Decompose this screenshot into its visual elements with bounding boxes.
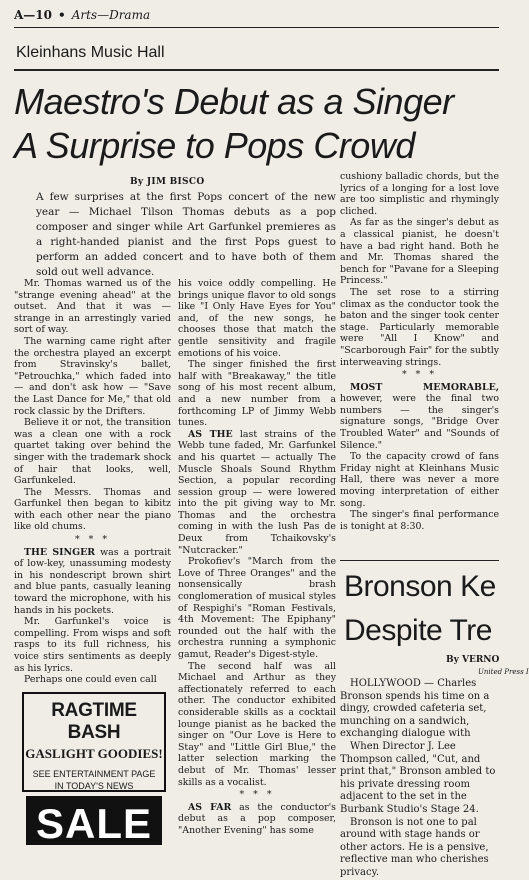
story2-headline <box>344 565 496 653</box>
kicker: Kleinhans Music Hall <box>16 44 165 61</box>
paragraph: cushiony balladic chords, but the lyrics of a longing for a lost love are too simplistic and rhymingly cliched. <box>340 171 499 217</box>
headline-line-1: Maestro's Debut as a Singer <box>14 81 454 122</box>
section-break: * * * <box>401 369 438 381</box>
paragraph: The singer's final performance is tonight at 8:30. <box>340 509 499 532</box>
paragraph: Perhaps one could even call <box>24 674 157 686</box>
lead-in: THE SINGER <box>24 546 96 558</box>
lead-in: MOST MEMORABLE, <box>350 381 499 393</box>
ad-title: RAGTIME BASH <box>51 700 137 743</box>
story2-body <box>340 678 499 880</box>
story2-headline-line-2: Despite Tre <box>344 614 492 647</box>
paragraph: AS THE last strains of the Webb tune faded, Mr. Garfunkel and his quartet — actually The Muscle Shoals Sound Rhythm Section, a popular recording session group — were lowered into the pit giving way to Mr. Thomas and the orchestra coming in with the lush Pas de Deux from Tchaikovsky's "Nutcracker." <box>178 428 336 556</box>
paragraph: The set rose to a stirring climax as the conductor took the baton and the singer took center stage. Particularly memorable were "All I Know" and "Scarborough Fair" for the subtly interweaving strings. <box>340 286 499 368</box>
article-column-3 <box>340 171 499 532</box>
header-rule <box>14 27 499 28</box>
headline-line-2: A Surprise to Pops Crowd <box>14 125 415 166</box>
story2-credit: United Press I <box>478 668 529 676</box>
kicker-rule <box>14 69 499 71</box>
paragraph: his voice oddly compelling. He brings unique flavor to old songs like "I Only Have Eyes for You" and, of the new songs, he chooses those that match the gentle sensitivity and fragile emotions of his voice. <box>178 278 336 359</box>
section-break: * * * <box>239 789 275 801</box>
paragraph: AS FAR as the conductor's debut as a pop composer, "Another Evening" has some <box>178 801 336 836</box>
ad-note: SEE ENTERTAINMENT PAGE IN TODAY'S NEWS <box>32 769 156 791</box>
lead-in: AS FAR <box>188 801 232 813</box>
paragraph: When Director J. Lee Thompson called, "Cut, and print that," Bronson ambled to his private dressing room adjacent to the set in the Burbank Studio's Stage 24. <box>340 740 496 815</box>
story2-headline-line-1: Bronson Ke <box>344 570 496 603</box>
paragraph: As far as the singer's debut as a classical pianist, he doesn't have a bad right hand. Both he and Mr. Thomas shared the bench for "Pavane for a Sleeping Princess." <box>340 217 499 287</box>
paragraph: The Messrs. Thomas and Garfunkel then began to kibitz with each other near the piano like old chums. <box>14 486 171 533</box>
paragraph: Believe it or not, the transition was a clean one with a rock quartet taking over behind the singer with the trademark shock of hair that looks, well, Garfunkeled. <box>14 417 171 487</box>
ragtime-bash-ad <box>22 692 166 792</box>
paragraph: Bronson is not one to pal around with stage hands or other actors. He is a pensive, reflective man who cherishes privacy. <box>340 816 489 878</box>
story2-byline: By VERNO <box>446 655 500 665</box>
paragraph: Mr. Garfunkel's voice is compelling. From wisps and soft rasps to its full richness, his voice stirs sentiments as deeply as his lyrics. <box>14 616 171 674</box>
story-divider <box>340 560 499 561</box>
bullet: • <box>58 8 66 22</box>
byline: By JIM BISCO <box>130 177 205 187</box>
headline <box>14 80 499 168</box>
paragraph: The singer finished the first half with "Breakaway," the title song of his most recent album, and a new number from a forthcoming LP of Jimmy Webb tunes. <box>178 359 336 429</box>
paragraph: Prokofiev's "March from the Love of Three Oranges" and the nonsensically brash conglomeration of musical styles of Respighi's "Roman Festivals, 4th Movement: The Epiphany" rounded out the half with the orchestra running a symphonic gamut, Reader's Digest-style. <box>178 556 336 660</box>
paragraph: To the capacity crowd of fans Friday night at Kleinhans Music Hall, there was never a more moving interpretation of either song. <box>340 451 499 509</box>
paragraph: THE SINGER was a portrait of low-key, unassuming modesty in his nondescript brown shirt and blue pants, casually leaning toward the microphone, with his hands in his pockets. <box>14 546 171 616</box>
deck: A few surprises at the first Pops concert of the new year — Michael Tilson Thomas debuts as a pop composer and singer while Art Garfunkel premieres as a right-handed pianist and the first Pops guest to perform an added concert and to have both of them sold out well advance. <box>36 191 336 278</box>
page-folio <box>14 8 150 22</box>
lead-in: AS THE <box>188 428 233 440</box>
paragraph: The warning came right after the orchestra played an excerpt from Stravinsky's ballet, "Petrouchka," which faded into — and don't ask how — "Save the Last Dance for Me," that old rock classic by the Drifters. <box>14 335 171 417</box>
ad-subtitle: GASLIGHT GOODIES! <box>25 746 163 761</box>
paragraph: HOLLYWOOD — Charles Bronson spends his time on a dingy, crowded cafeteria set, munching on a sandwich, exchanging dialogue with <box>340 678 490 740</box>
section-break: * * * <box>74 534 111 546</box>
article-column-1 <box>14 278 171 686</box>
section-name: Arts—Drama <box>71 8 151 22</box>
article-column-2 <box>178 278 336 837</box>
paragraph: Mr. Thomas warned us of the "strange evening ahead" at the outset. And that it was — strange in an arrestingly varied sort of way. <box>14 278 171 336</box>
page-number: A—10 <box>14 8 53 22</box>
sale-ad: SALE <box>26 796 162 845</box>
paragraph: The second half was all Michael and Arthur as they affectionately referred to each other. The conductor exhibited considerable skills as a cocktail lounge pianist as he backed the singer on "Our Love is Here to Stay" and "Little Girl Blue," the latter selection marking the debut of Mr. Thomas' lesser skills as a vocalist. <box>178 660 336 788</box>
paragraph: MOST MEMORABLE, however, were the final two numbers — the singer's signature songs, "Bridge Over Troubled Water" and "Sounds of Silence." <box>340 381 499 451</box>
